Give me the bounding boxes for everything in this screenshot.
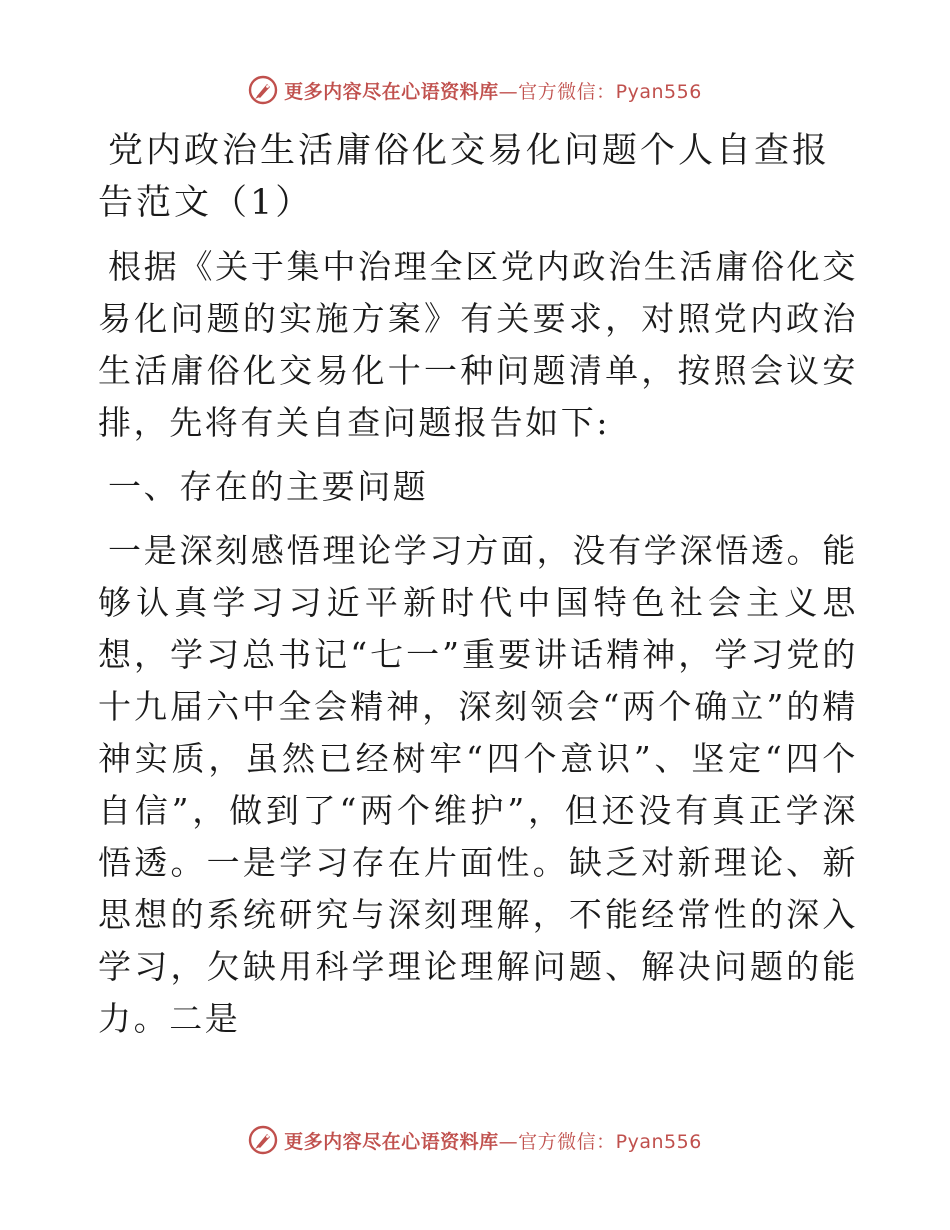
watermark-suffix: 官方微信：Pyan556 xyxy=(518,1130,702,1153)
watermark-separator: — xyxy=(498,80,519,103)
body-paragraph: 一是深刻感悟理论学习方面，没有学深悟透。能够认真学习习近平新时代中国特色社会主义思想，学习总书记“七一”重要讲话精神，学习党的十九届六中全会精神，深刻领会“两个确立”的精神实质，虽然已经树牢“四个意识”、坚定“四个自信”，做到了“两个维护”，但还没有真正学深悟透。一是学习存在片面性。缺乏对新理论、新思想的系统研究与深刻理解，不能经常性的深入学习，欠缺用科学理论理解问题、解决问题的能力。二是 xyxy=(98,531,858,1038)
footer-watermark xyxy=(0,1120,950,1160)
pen-nib-icon xyxy=(248,75,278,105)
document-title: 党内政治生活庸俗化交易化问题个人自查报告范文（1） xyxy=(98,131,831,223)
pen-nib-icon xyxy=(248,1125,278,1155)
watermark-prefix: 更多内容尽在心语资料库 xyxy=(284,80,499,103)
watermark-prefix: 更多内容尽在心语资料库 xyxy=(284,1130,499,1153)
section-heading: 一、存在的主要问题 xyxy=(108,467,429,506)
document-body xyxy=(98,125,858,1057)
watermark-separator: — xyxy=(498,1130,519,1153)
header-watermark xyxy=(0,70,950,110)
intro-paragraph: 根据《关于集中治理全区党内政治生活庸俗化交易化问题的实施方案》有关要求，对照党内政治生活庸俗化交易化十一种问题清单，按照会议安排，先将有关自查问题报告如下: xyxy=(98,247,858,442)
watermark-suffix: 官方微信：Pyan556 xyxy=(518,80,702,103)
